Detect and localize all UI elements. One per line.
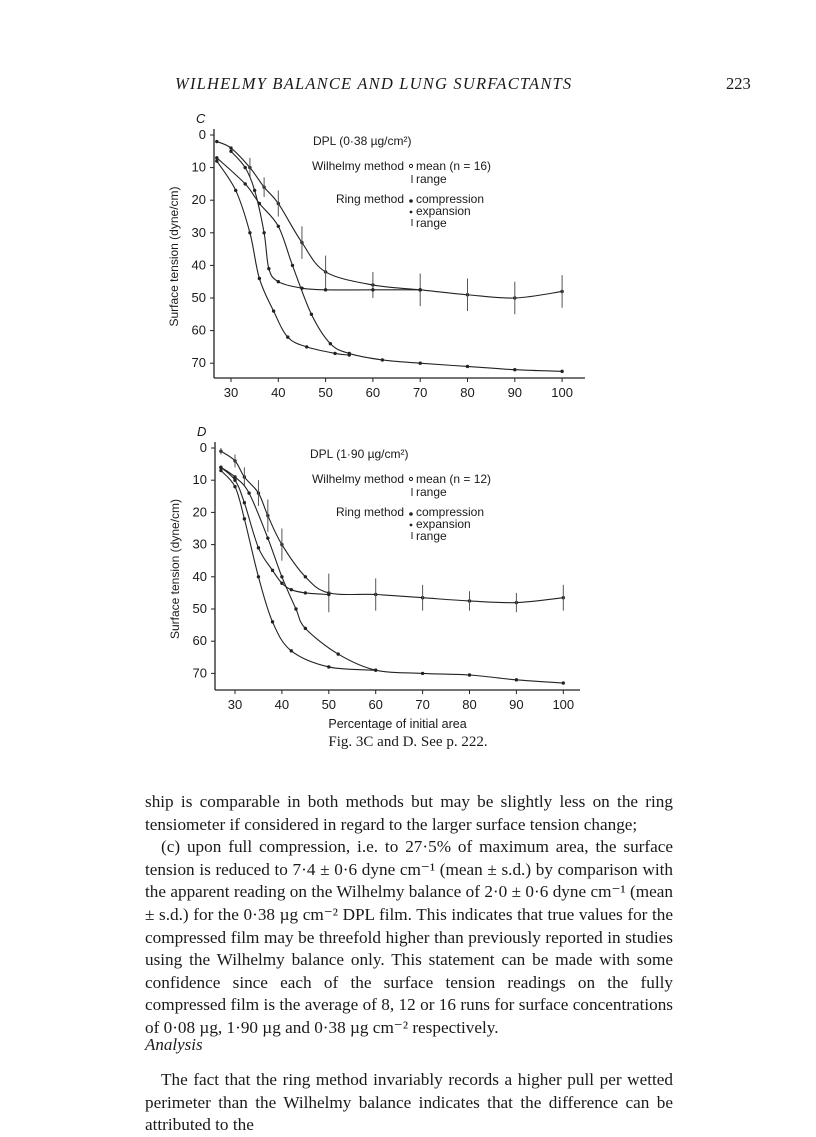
data-point (419, 362, 422, 365)
legend-expansion-marker (410, 211, 413, 214)
data-point (280, 575, 283, 578)
data-point (310, 313, 313, 316)
y-tick-label: 60 (192, 633, 207, 649)
data-point (243, 501, 246, 504)
x-axis-label: Percentage of initial area (328, 717, 467, 730)
page-number: 223 (726, 74, 751, 93)
legend-ring-label: Ring method (335, 505, 404, 519)
y-tick-label: 60 (191, 322, 206, 338)
data-point (419, 288, 422, 291)
data-point (262, 231, 265, 234)
x-tick-label: 60 (368, 697, 383, 712)
legend-wilhelmy-label: Wilhelmy method (311, 159, 404, 173)
x-tick-label: 40 (274, 697, 290, 712)
data-point (233, 479, 236, 482)
data-point (305, 345, 308, 348)
x-tick-label: 70 (412, 385, 428, 400)
legend-wilhelmy-label: Wilhelmy method (311, 472, 404, 486)
chart-title: DPL (1·90 µg/cm²) (310, 447, 409, 461)
y-tick-label: 40 (192, 568, 207, 584)
legend-compression-marker (409, 199, 413, 203)
x-tick-label: 90 (507, 385, 523, 400)
data-point (291, 264, 294, 267)
legend-compression-marker (409, 512, 413, 516)
data-point (421, 672, 424, 675)
data-point (229, 146, 232, 149)
x-tick-label: 30 (223, 385, 239, 400)
y-tick-label: 70 (191, 355, 206, 371)
data-point (333, 352, 336, 355)
y-tick-label: 10 (192, 472, 207, 488)
data-point (248, 231, 251, 234)
data-point (215, 140, 218, 143)
data-point (271, 620, 274, 623)
data-point (304, 575, 307, 578)
y-tick-label: 40 (191, 257, 206, 273)
y-tick-label: 20 (192, 504, 207, 520)
x-tick-label: 90 (509, 697, 524, 712)
data-point (247, 491, 250, 494)
data-point (336, 652, 339, 655)
x-tick-label: 80 (462, 697, 477, 712)
data-point (257, 575, 260, 578)
y-tick-label: 50 (191, 290, 206, 305)
legend-compression-label: compression (416, 505, 485, 519)
legend-expansion-label: expansion (416, 517, 471, 531)
data-point (272, 309, 275, 312)
data-point (290, 649, 293, 652)
chart-c (0, 100, 816, 400)
data-point (258, 277, 261, 280)
data-point (258, 202, 261, 205)
data-point (219, 466, 222, 469)
data-point (513, 368, 516, 371)
data-point (327, 665, 330, 668)
data-point (271, 569, 274, 572)
data-point (374, 668, 377, 671)
data-point (468, 673, 471, 676)
legend-range-label: range (416, 172, 447, 186)
data-point (290, 588, 293, 591)
data-point (348, 353, 351, 356)
panel-label: D (197, 424, 207, 439)
y-tick-label: 10 (191, 159, 206, 175)
legend-ring-range-label: range (416, 529, 447, 543)
data-point (219, 469, 222, 472)
legend-ring-range-label: range (416, 216, 447, 230)
data-point (257, 546, 260, 549)
x-tick-label: 100 (552, 697, 575, 712)
data-point (243, 166, 246, 169)
data-point (466, 365, 469, 368)
data-point (215, 156, 218, 159)
data-point (266, 536, 269, 539)
data-point (371, 288, 374, 291)
data-point (267, 267, 270, 270)
series-line (217, 158, 562, 372)
legend-mean-label: mean (n = 16) (416, 159, 492, 173)
panel-label: C (196, 111, 206, 126)
y-tick-label: 20 (191, 192, 206, 208)
x-tick-label: 70 (415, 697, 430, 712)
y-axis-label: Surface tension (dyne/cm) (168, 498, 182, 640)
data-point (243, 517, 246, 520)
series-line (221, 467, 563, 683)
data-point (286, 335, 289, 338)
x-tick-label: 100 (551, 385, 573, 400)
data-point (277, 280, 280, 283)
data-point (294, 607, 297, 610)
data-point (329, 342, 332, 345)
data-point (233, 485, 236, 488)
legend-expansion-marker (410, 524, 413, 527)
data-point (243, 182, 246, 185)
x-tick-label: 50 (318, 385, 333, 400)
data-point (280, 582, 283, 585)
data-point (233, 475, 236, 478)
data-point (253, 189, 256, 192)
legend-mean-marker (409, 477, 412, 480)
data-point (229, 150, 232, 153)
paragraph: The fact that the ring method invariably records a higher pull per wetted perimeter than the Wilhelmy balance indicates that the difference can be attributed to the (145, 1070, 673, 1135)
x-tick-label: 50 (321, 697, 337, 712)
legend-expansion-label: expansion (416, 204, 471, 218)
data-point (381, 358, 384, 361)
legend-mean-marker (409, 164, 412, 167)
legend-compression-label: compression (416, 192, 485, 206)
data-point (560, 370, 563, 373)
x-tick-label: 40 (271, 385, 286, 400)
figure-caption: Fig. 3C and D. See p. 222. (328, 734, 488, 750)
data-point (215, 159, 218, 162)
data-point (515, 678, 518, 681)
y-tick-label: 50 (192, 601, 207, 616)
data-point (304, 591, 307, 594)
running-title: WILHELMY BALANCE AND LUNG SURFACTANTS (175, 74, 573, 93)
y-tick-label: 0 (199, 440, 207, 455)
data-point (277, 225, 280, 228)
legend-mean-label: mean (n = 12) (416, 472, 492, 486)
y-tick-label: 30 (191, 224, 206, 240)
data-point (324, 288, 327, 291)
chart-d (0, 410, 816, 730)
body-text (145, 791, 673, 1040)
data-point (304, 627, 307, 630)
data-point (562, 681, 565, 684)
y-axis-label: Surface tension (dyne/cm) (167, 186, 181, 327)
paragraph: (c) upon full compression, i.e. to 27·5% of maximum area, the surface tension is reduced to 7·4 ± 0·6 dyne cm⁻¹ (mean ± s.d.) by comparison with the apparent reading on the Wilhelmy balance of 2·0 ± 0·6 dyne cm⁻¹ (mean ± s.d.) for the 0·38 µg cm⁻² DPL film. This indicates that true values for the compressed film may be threefold higher than previously reported in studies using the Wilhelmy balance only. This statement can be made with some confidence since each of the surface tension readings on the fully compressed film is the average of 8, 12 or 16 runs for surface concentrations of 0·08 µg, 1·90 µg and 0·38 µg cm⁻² respectively. (145, 837, 673, 1037)
data-point (327, 593, 330, 596)
chart-title: DPL (0·38 µg/cm²) (313, 134, 412, 148)
x-tick-label: 30 (227, 697, 243, 712)
y-tick-label: 70 (192, 665, 207, 681)
x-tick-label: 60 (365, 385, 381, 400)
section-heading: Analysis (145, 1035, 203, 1054)
x-tick-label: 80 (460, 385, 475, 400)
y-tick-label: 30 (192, 536, 207, 552)
legend-ring-label: Ring method (335, 192, 404, 206)
y-tick-label: 0 (198, 127, 206, 142)
legend-range-label: range (416, 485, 447, 499)
paragraph: ship is comparable in both methods but may be slightly less on the ring tensiometer if considered in regard to the larger surface tension change; (145, 792, 673, 834)
data-point (234, 189, 237, 192)
